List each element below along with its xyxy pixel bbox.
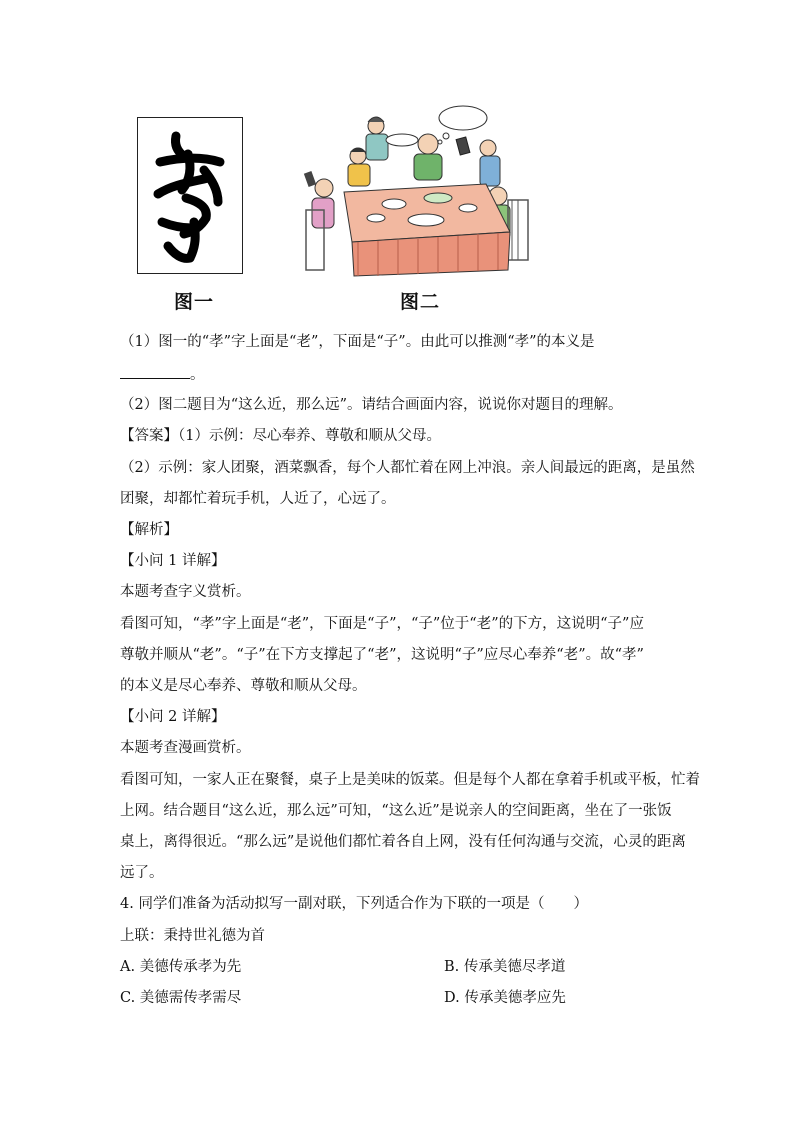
q4-option-a[interactable] [120, 957, 241, 977]
figure-2-caption: 图二 [400, 291, 441, 313]
subquestion-1-paragraph-line-1: 看图可知，“孝”字上面是“老”，下面是“子”，“子”位于“老”的下方，这说明“子”应 [120, 616, 644, 632]
q4-stem: 4. 同学们准备为活动拟写一副对联，下列适合作为下联的一项是（ ） [120, 896, 588, 912]
answer-blank [120, 364, 190, 379]
family-dinner-illustration [298, 100, 538, 280]
answer-line-2: （2）示例：家人团聚，酒菜飘香，每个人都忙着在网上冲浪。亲人间最远的距离，是虽然 [120, 460, 695, 476]
option-label: D. [444, 990, 460, 1006]
q3-subquestion-1: （1）图一的“孝”字上面是“老”，下面是“子”。由此可以推测“孝”的本义是 [120, 334, 595, 350]
subquestion-1-paragraph-line-3: 的本义是尽心奉养、尊敬和顺从父母。 [120, 678, 367, 694]
subquestion-2-paragraph-line-1: 看图可知，一家人正在聚餐，桌子上是美味的饭菜。但是每个人都在拿着手机或平板，忙着 [120, 772, 700, 788]
family-dinner-cartoon-figure [298, 100, 538, 280]
subquestion-2-paragraph-line-4: 远了。 [120, 865, 164, 881]
option-label: A. [120, 959, 136, 975]
subquestion-1-detail-heading: 【小问 1 详解】 [120, 553, 226, 569]
q3-subquestion-2: （2）图二题目为“这么近，那么远”。请结合画面内容，说说你对题目的理解。 [120, 397, 623, 413]
option-text: 传承美德尽孝道 [463, 959, 566, 975]
subquestion-2-paragraph-line-3: 桌上，离得很近。“那么远”是说他们都忙着各自上网，没有任何沟通与交流，心灵的距离 [120, 834, 686, 850]
seal-script-character-figure [137, 117, 243, 274]
subquestion-1-paragraph-line-2: 尊敬并顺从“老”。“子”在下方支撑起了“老”，这说明“子”应尽心奉养“老”。故“孝” [120, 647, 644, 663]
subquestion-2-paragraph-line-2: 上网。结合题目“这么近，那么远”可知，“这么近”是说亲人的空间距离，坐在了一张饭 [120, 803, 672, 819]
answer-line-3: 团聚，却都忙着玩手机，人近了，心远了。 [120, 491, 396, 507]
subquestion-1-intro: 本题考查字义赏析。 [120, 584, 251, 600]
option-label: C. [120, 990, 136, 1006]
subquestion-2-intro: 本题考查漫画赏析。 [120, 740, 251, 756]
option-label: B. [444, 959, 460, 975]
option-text: 美德传承孝为先 [139, 959, 242, 975]
q4-option-d[interactable] [444, 988, 566, 1008]
analysis-heading: 【解析】 [120, 522, 178, 538]
figure-1-caption: 图一 [174, 291, 215, 313]
q3-subquestion-1-blank-line [120, 364, 205, 385]
answer-line-1: 【答案】（1）示例：尽心奉养、尊敬和顺从父母。 [120, 428, 441, 444]
option-text: 传承美德孝应先 [464, 990, 566, 1006]
q4-option-c[interactable] [120, 988, 241, 1008]
q3-subquestion-1-end: 。 [190, 367, 205, 383]
option-text: 美德需传孝需尽 [139, 990, 242, 1006]
q4-option-b[interactable] [444, 957, 565, 977]
seal-script-xiao-illustration [138, 118, 242, 273]
subquestion-2-detail-heading: 【小问 2 详解】 [120, 709, 226, 725]
q4-upper-couplet: 上联：秉持世礼德为首 [120, 928, 265, 944]
